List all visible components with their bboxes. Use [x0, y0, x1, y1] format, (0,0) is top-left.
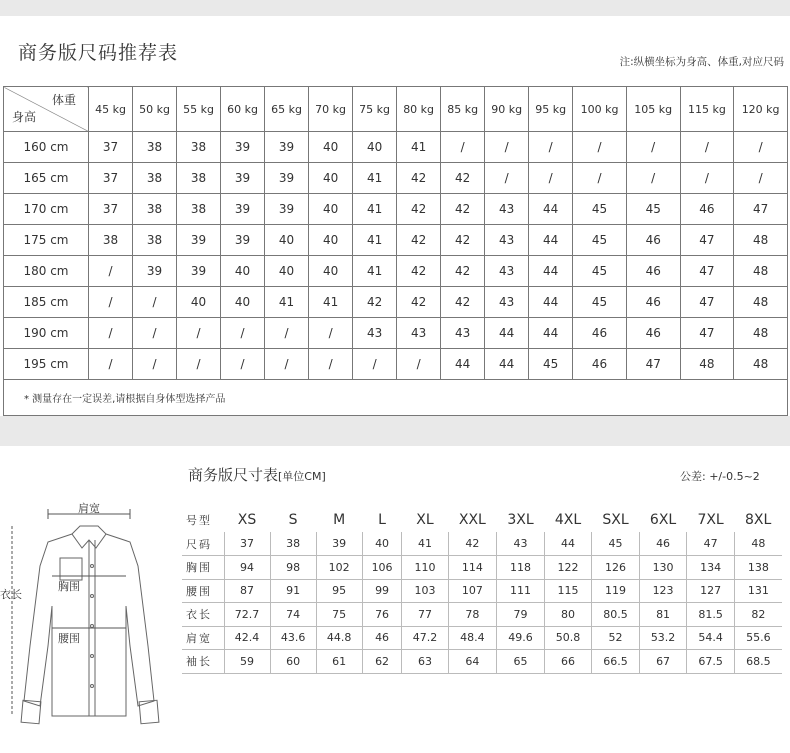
- footnote: * 测量存在一定误差,请根据自身体型选择产品: [4, 380, 788, 416]
- size-cell: /: [485, 132, 529, 163]
- size-cell: 47: [626, 349, 680, 380]
- measure-cell: 42.4: [224, 626, 270, 650]
- measure-cell: 48.4: [448, 626, 497, 650]
- size-cell: 42: [441, 163, 485, 194]
- measure-label: 尺码: [182, 532, 224, 556]
- measure-cell: 63: [402, 650, 448, 674]
- size-cell: 42: [353, 287, 397, 318]
- size-cell: 44: [529, 256, 573, 287]
- size-cell: 44: [485, 318, 529, 349]
- size-cell: /: [309, 318, 353, 349]
- table-row: [182, 626, 782, 650]
- measure-cell: 46: [639, 532, 687, 556]
- size-cell: /: [89, 318, 133, 349]
- table-row: [182, 532, 782, 556]
- measure-cell: 59: [224, 650, 270, 674]
- measure-cell: 38: [270, 532, 316, 556]
- height-label: 185 cm: [4, 287, 89, 318]
- size-cell: 42: [397, 194, 441, 225]
- measure-cell: 119: [592, 579, 639, 603]
- size-cell: 41: [265, 287, 309, 318]
- measure-cell: 111: [497, 579, 545, 603]
- size-cell: 48: [734, 256, 788, 287]
- height-label: 175 cm: [4, 225, 89, 256]
- size-cell: /: [573, 163, 627, 194]
- sizechart-panel: [0, 446, 790, 753]
- measure-cell: 68.5: [734, 650, 782, 674]
- size-name: XS: [237, 512, 257, 528]
- size-cell: 43: [485, 194, 529, 225]
- size-cell: 45: [573, 256, 627, 287]
- size-cell: 39: [265, 163, 309, 194]
- table-row: [4, 256, 788, 287]
- measure-cell: 79: [497, 603, 545, 627]
- size-name: 8XL: [745, 512, 772, 528]
- measure-cell: 114: [448, 556, 497, 580]
- size-cell: 41: [353, 225, 397, 256]
- size-cell: 45: [626, 194, 680, 225]
- size-name: L: [378, 512, 386, 528]
- size-cell: 46: [626, 287, 680, 318]
- measure-cell: 80.5: [592, 603, 639, 627]
- corner-height-label: 身高: [12, 110, 37, 124]
- weight-header: 45 kg: [89, 87, 133, 132]
- waist-label: 腰围: [58, 632, 80, 645]
- measure-cell: 43: [497, 532, 545, 556]
- weight-header: 65 kg: [265, 87, 309, 132]
- size-cell: /: [309, 349, 353, 380]
- recommend-table: [3, 86, 788, 416]
- measure-cell: 66: [544, 650, 592, 674]
- size-cell: /: [734, 132, 788, 163]
- size-header-label: 号型: [186, 514, 212, 527]
- chest-label: 胸围: [58, 580, 80, 593]
- measure-cell: 43.6: [270, 626, 316, 650]
- size-cell: 44: [529, 225, 573, 256]
- table-header-row: [4, 87, 788, 132]
- measure-cell: 82: [734, 603, 782, 627]
- measure-cell: 118: [497, 556, 545, 580]
- size-name: M: [333, 512, 346, 528]
- size-cell: 42: [397, 163, 441, 194]
- size-cell: 37: [89, 194, 133, 225]
- size-cell: 47: [680, 287, 734, 318]
- height-label: 180 cm: [4, 256, 89, 287]
- measure-cell: 46: [362, 626, 402, 650]
- height-label: 160 cm: [4, 132, 89, 163]
- measure-cell: 81.5: [687, 603, 735, 627]
- size-cell: 40: [309, 132, 353, 163]
- measure-cell: 95: [316, 579, 362, 603]
- measure-cell: 75: [316, 603, 362, 627]
- size-cell: 39: [221, 225, 265, 256]
- size-cell: /: [626, 132, 680, 163]
- measure-cell: 45: [592, 532, 639, 556]
- measure-cell: 110: [402, 556, 448, 580]
- size-header-row: [182, 508, 782, 532]
- measure-cell: 60: [270, 650, 316, 674]
- recommend-panel: [0, 16, 790, 416]
- table-row: [4, 163, 788, 194]
- size-cell: 47: [734, 194, 788, 225]
- size-cell: 40: [309, 256, 353, 287]
- size-cell: /: [529, 132, 573, 163]
- measure-cell: 103: [402, 579, 448, 603]
- weight-header: 90 kg: [485, 87, 529, 132]
- size-cell: 39: [177, 225, 221, 256]
- size-cell: 48: [734, 287, 788, 318]
- size-cell: 38: [177, 132, 221, 163]
- size-name: 4XL: [554, 512, 582, 528]
- weight-header: 80 kg: [397, 87, 441, 132]
- measure-cell: 48: [734, 532, 782, 556]
- measure-cell: 62: [362, 650, 402, 674]
- size-name: 7XL: [697, 512, 724, 528]
- footnote-row: [4, 380, 788, 416]
- size-cell: /: [177, 349, 221, 380]
- size-cell: 45: [573, 225, 627, 256]
- size-cell: 37: [89, 132, 133, 163]
- measure-cell: 72.7: [224, 603, 270, 627]
- size-cell: 45: [573, 194, 627, 225]
- size-cell: 43: [353, 318, 397, 349]
- measure-cell: 76: [362, 603, 402, 627]
- size-cell: 41: [353, 163, 397, 194]
- size-cell: /: [441, 132, 485, 163]
- size-cell: 46: [680, 194, 734, 225]
- table-row: [182, 556, 782, 580]
- measure-cell: 50.8: [544, 626, 592, 650]
- size-cell: /: [265, 349, 309, 380]
- size-cell: 40: [177, 287, 221, 318]
- measure-cell: 81: [639, 603, 687, 627]
- measure-cell: 78: [448, 603, 497, 627]
- height-label: 195 cm: [4, 349, 89, 380]
- sizechart-title: [188, 464, 326, 485]
- size-cell: 43: [485, 287, 529, 318]
- shoulder-label: 肩宽: [78, 502, 100, 515]
- measure-cell: 49.6: [497, 626, 545, 650]
- size-cell: 38: [177, 194, 221, 225]
- measure-cell: 98: [270, 556, 316, 580]
- sizechart-table: [182, 508, 782, 674]
- size-cell: 46: [626, 256, 680, 287]
- size-cell: 46: [573, 349, 627, 380]
- measure-cell: 64: [448, 650, 497, 674]
- measure-cell: 122: [544, 556, 592, 580]
- shirt-outline-icon: [0, 496, 180, 736]
- measure-cell: 42: [448, 532, 497, 556]
- measure-cell: 40: [362, 532, 402, 556]
- size-cell: 38: [177, 163, 221, 194]
- measure-cell: 74: [270, 603, 316, 627]
- size-cell: 46: [626, 225, 680, 256]
- measure-cell: 87: [224, 579, 270, 603]
- length-label: 衣长: [0, 588, 22, 601]
- size-cell: 39: [221, 163, 265, 194]
- size-cell: 44: [485, 349, 529, 380]
- size-cell: /: [133, 318, 177, 349]
- size-name: S: [288, 512, 298, 528]
- size-cell: 42: [397, 287, 441, 318]
- measure-cell: 106: [362, 556, 402, 580]
- measure-label: 胸围: [182, 556, 224, 580]
- size-cell: 45: [529, 349, 573, 380]
- size-cell: 40: [265, 256, 309, 287]
- size-cell: 48: [680, 349, 734, 380]
- size-cell: /: [529, 163, 573, 194]
- measure-cell: 37: [224, 532, 270, 556]
- size-cell: /: [221, 349, 265, 380]
- weight-header: 115 kg: [680, 87, 734, 132]
- size-cell: 47: [680, 256, 734, 287]
- size-cell: 39: [177, 256, 221, 287]
- size-name: 3XL: [507, 512, 534, 528]
- size-cell: 44: [529, 194, 573, 225]
- size-cell: 48: [734, 318, 788, 349]
- size-cell: 41: [353, 194, 397, 225]
- measure-cell: 47.2: [402, 626, 448, 650]
- size-cell: 44: [529, 318, 573, 349]
- weight-header: 50 kg: [133, 87, 177, 132]
- size-name: XXL: [458, 512, 486, 528]
- size-cell: 45: [573, 287, 627, 318]
- weight-header: 70 kg: [309, 87, 353, 132]
- size-cell: 43: [485, 225, 529, 256]
- table-row: [182, 603, 782, 627]
- weight-header: 100 kg: [573, 87, 627, 132]
- weight-header: 120 kg: [734, 87, 788, 132]
- size-cell: 42: [397, 225, 441, 256]
- measure-cell: 115: [544, 579, 592, 603]
- size-name: 6XL: [649, 512, 677, 528]
- recommend-title: 商务版尺码推荐表: [18, 42, 179, 64]
- measure-cell: 130: [639, 556, 687, 580]
- size-cell: /: [573, 132, 627, 163]
- size-cell: /: [265, 318, 309, 349]
- weight-header: 85 kg: [441, 87, 485, 132]
- measure-cell: 80: [544, 603, 592, 627]
- size-cell: /: [221, 318, 265, 349]
- measure-cell: 54.4: [687, 626, 735, 650]
- size-cell: /: [353, 349, 397, 380]
- size-cell: 38: [133, 225, 177, 256]
- size-cell: /: [734, 163, 788, 194]
- size-cell: 40: [309, 163, 353, 194]
- size-cell: 41: [397, 132, 441, 163]
- table-row: [182, 650, 782, 674]
- measure-cell: 94: [224, 556, 270, 580]
- tolerance-text: 公差: +/-0.5~2: [680, 470, 760, 483]
- table-row: [4, 349, 788, 380]
- size-cell: 43: [485, 256, 529, 287]
- table-row: [4, 194, 788, 225]
- measure-cell: 123: [639, 579, 687, 603]
- size-cell: 38: [89, 225, 133, 256]
- size-cell: 40: [309, 194, 353, 225]
- size-name: SXL: [602, 512, 629, 528]
- measure-cell: 47: [687, 532, 735, 556]
- measure-label: 衣长: [182, 603, 224, 627]
- measure-cell: 66.5: [592, 650, 639, 674]
- size-cell: 40: [221, 287, 265, 318]
- measure-cell: 39: [316, 532, 362, 556]
- size-cell: 46: [573, 318, 627, 349]
- size-cell: 48: [734, 225, 788, 256]
- size-cell: 46: [626, 318, 680, 349]
- size-cell: /: [680, 132, 734, 163]
- size-cell: 38: [133, 163, 177, 194]
- size-cell: /: [89, 256, 133, 287]
- measure-cell: 61: [316, 650, 362, 674]
- size-cell: 42: [441, 287, 485, 318]
- measure-cell: 53.2: [639, 626, 687, 650]
- size-cell: 44: [441, 349, 485, 380]
- size-cell: 38: [133, 132, 177, 163]
- measure-cell: 91: [270, 579, 316, 603]
- size-cell: /: [485, 163, 529, 194]
- size-cell: 42: [397, 256, 441, 287]
- size-cell: 48: [734, 349, 788, 380]
- measure-cell: 126: [592, 556, 639, 580]
- measure-cell: 67.5: [687, 650, 735, 674]
- size-cell: 39: [265, 132, 309, 163]
- measure-cell: 102: [316, 556, 362, 580]
- size-cell: 40: [221, 256, 265, 287]
- weight-header: 55 kg: [177, 87, 221, 132]
- size-cell: 40: [353, 132, 397, 163]
- size-cell: 42: [441, 256, 485, 287]
- measure-cell: 107: [448, 579, 497, 603]
- table-row: [4, 225, 788, 256]
- size-cell: 37: [89, 163, 133, 194]
- measure-cell: 52: [592, 626, 639, 650]
- measure-cell: 99: [362, 579, 402, 603]
- size-cell: 40: [265, 225, 309, 256]
- size-cell: /: [89, 287, 133, 318]
- measure-cell: 134: [687, 556, 735, 580]
- height-label: 170 cm: [4, 194, 89, 225]
- weight-header: 95 kg: [529, 87, 573, 132]
- measure-cell: 77: [402, 603, 448, 627]
- sizechart-title-text: 商务版尺寸表: [188, 466, 279, 484]
- measure-cell: 41: [402, 532, 448, 556]
- measure-label: 袖长: [182, 650, 224, 674]
- measure-cell: 131: [734, 579, 782, 603]
- corner-weight-label: 体重: [51, 93, 76, 107]
- size-cell: /: [89, 349, 133, 380]
- size-cell: 39: [221, 194, 265, 225]
- size-cell: /: [680, 163, 734, 194]
- table-row: [182, 579, 782, 603]
- size-name: XL: [416, 512, 434, 528]
- weight-header: 60 kg: [221, 87, 265, 132]
- measure-label: 腰围: [182, 579, 224, 603]
- weight-header: 75 kg: [353, 87, 397, 132]
- size-cell: 47: [680, 225, 734, 256]
- measure-cell: 55.6: [734, 626, 782, 650]
- sizechart-unit: [单位CM]: [278, 470, 326, 483]
- height-label: 165 cm: [4, 163, 89, 194]
- size-cell: 47: [680, 318, 734, 349]
- measure-cell: 44.8: [316, 626, 362, 650]
- size-cell: 39: [221, 132, 265, 163]
- size-cell: 38: [133, 194, 177, 225]
- size-cell: /: [397, 349, 441, 380]
- size-cell: /: [177, 318, 221, 349]
- size-cell: 39: [265, 194, 309, 225]
- measure-cell: 44: [544, 532, 592, 556]
- size-cell: 39: [133, 256, 177, 287]
- height-label: 190 cm: [4, 318, 89, 349]
- measure-cell: 138: [734, 556, 782, 580]
- table-row: [4, 287, 788, 318]
- measure-cell: 127: [687, 579, 735, 603]
- table-row: [4, 132, 788, 163]
- size-cell: /: [626, 163, 680, 194]
- measure-label: 肩宽: [182, 626, 224, 650]
- size-cell: 40: [309, 225, 353, 256]
- size-cell: 41: [309, 287, 353, 318]
- size-cell: 43: [441, 318, 485, 349]
- size-cell: 43: [397, 318, 441, 349]
- table-row: [4, 318, 788, 349]
- size-cell: /: [133, 349, 177, 380]
- size-cell: /: [133, 287, 177, 318]
- measure-cell: 67: [639, 650, 687, 674]
- corner-cell: [4, 87, 89, 132]
- size-cell: 42: [441, 225, 485, 256]
- size-cell: 41: [353, 256, 397, 287]
- size-cell: 42: [441, 194, 485, 225]
- size-cell: 44: [529, 287, 573, 318]
- weight-header: 105 kg: [626, 87, 680, 132]
- measure-cell: 65: [497, 650, 545, 674]
- recommend-note: 注:纵横坐标为身高、体重,对应尺码: [619, 56, 784, 68]
